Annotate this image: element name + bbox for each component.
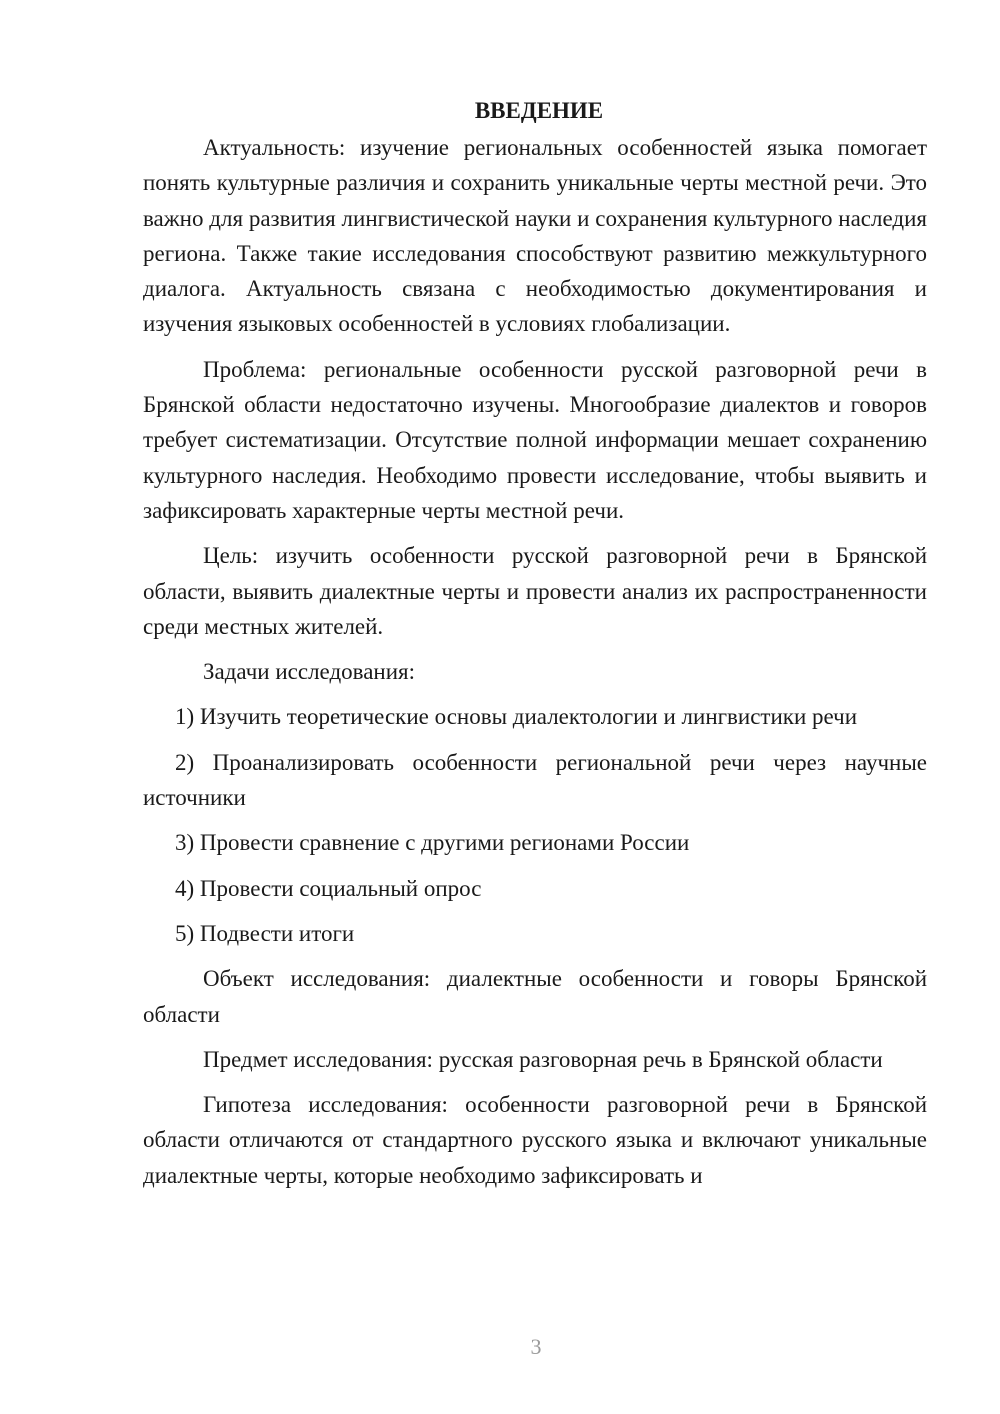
object-paragraph: Объект исследования: диалектные особенности и говоры Брянской области <box>143 966 927 1027</box>
problem-paragraph: Проблема: региональные особенности русской разговорной речи в Брянской области недостаточно изучены. Многообразие диалектов и говоров требует систематизации. Отсутствие полной информации мешает сохранению культурного наследия. Необходимо провести исследование, чтобы выявить и зафиксировать характерные черты местной речи. <box>143 356 927 523</box>
goal-paragraph: Цель: изучить особенности русской разговорной речи в Брянской области, выявить диалектные черты и провести анализ их распространенности среди местных жителей. <box>143 543 927 639</box>
task-item-4: 4) Провести социальный опрос <box>175 875 482 901</box>
hypothesis-paragraph: Гипотеза исследования: особенности разговорной речи в Брянской области отличаются от стандартного русского языка и включают уникальные диалектные черты, которые необходимо зафиксировать и <box>143 1092 927 1188</box>
task-item-1: 1) Изучить теоретические основы диалектологии и лингвистики речи <box>175 704 858 730</box>
document-body <box>143 93 927 1203</box>
task-item-5: 5) Подвести итоги <box>175 920 355 946</box>
subject-paragraph: Предмет исследования: русская разговорная речь в Брянской области <box>203 1046 883 1072</box>
tasks-heading: Задачи исследования: <box>203 659 416 685</box>
task-item-2: 2) Проанализировать особенности региональной речи через научные источники <box>143 749 927 811</box>
page-number: 3 <box>530 1334 542 1359</box>
task-item-3: 3) Провести сравнение с другими регионами России <box>175 830 690 856</box>
page-title: ВВЕДЕНИЕ <box>474 98 604 123</box>
relevance-paragraph: Актуальность: изучение региональных особенностей языка помогает понять культурные различия и сохранить уникальные черты местной речи. Это важно для развития лингвистической науки и сохранения культурного наследия региона. Также такие исследования способствуют развитию межкультурного диалога. Актуальность связана с необходимостью документирования и изучения языковых особенностей в условиях глобализации. <box>143 135 927 337</box>
